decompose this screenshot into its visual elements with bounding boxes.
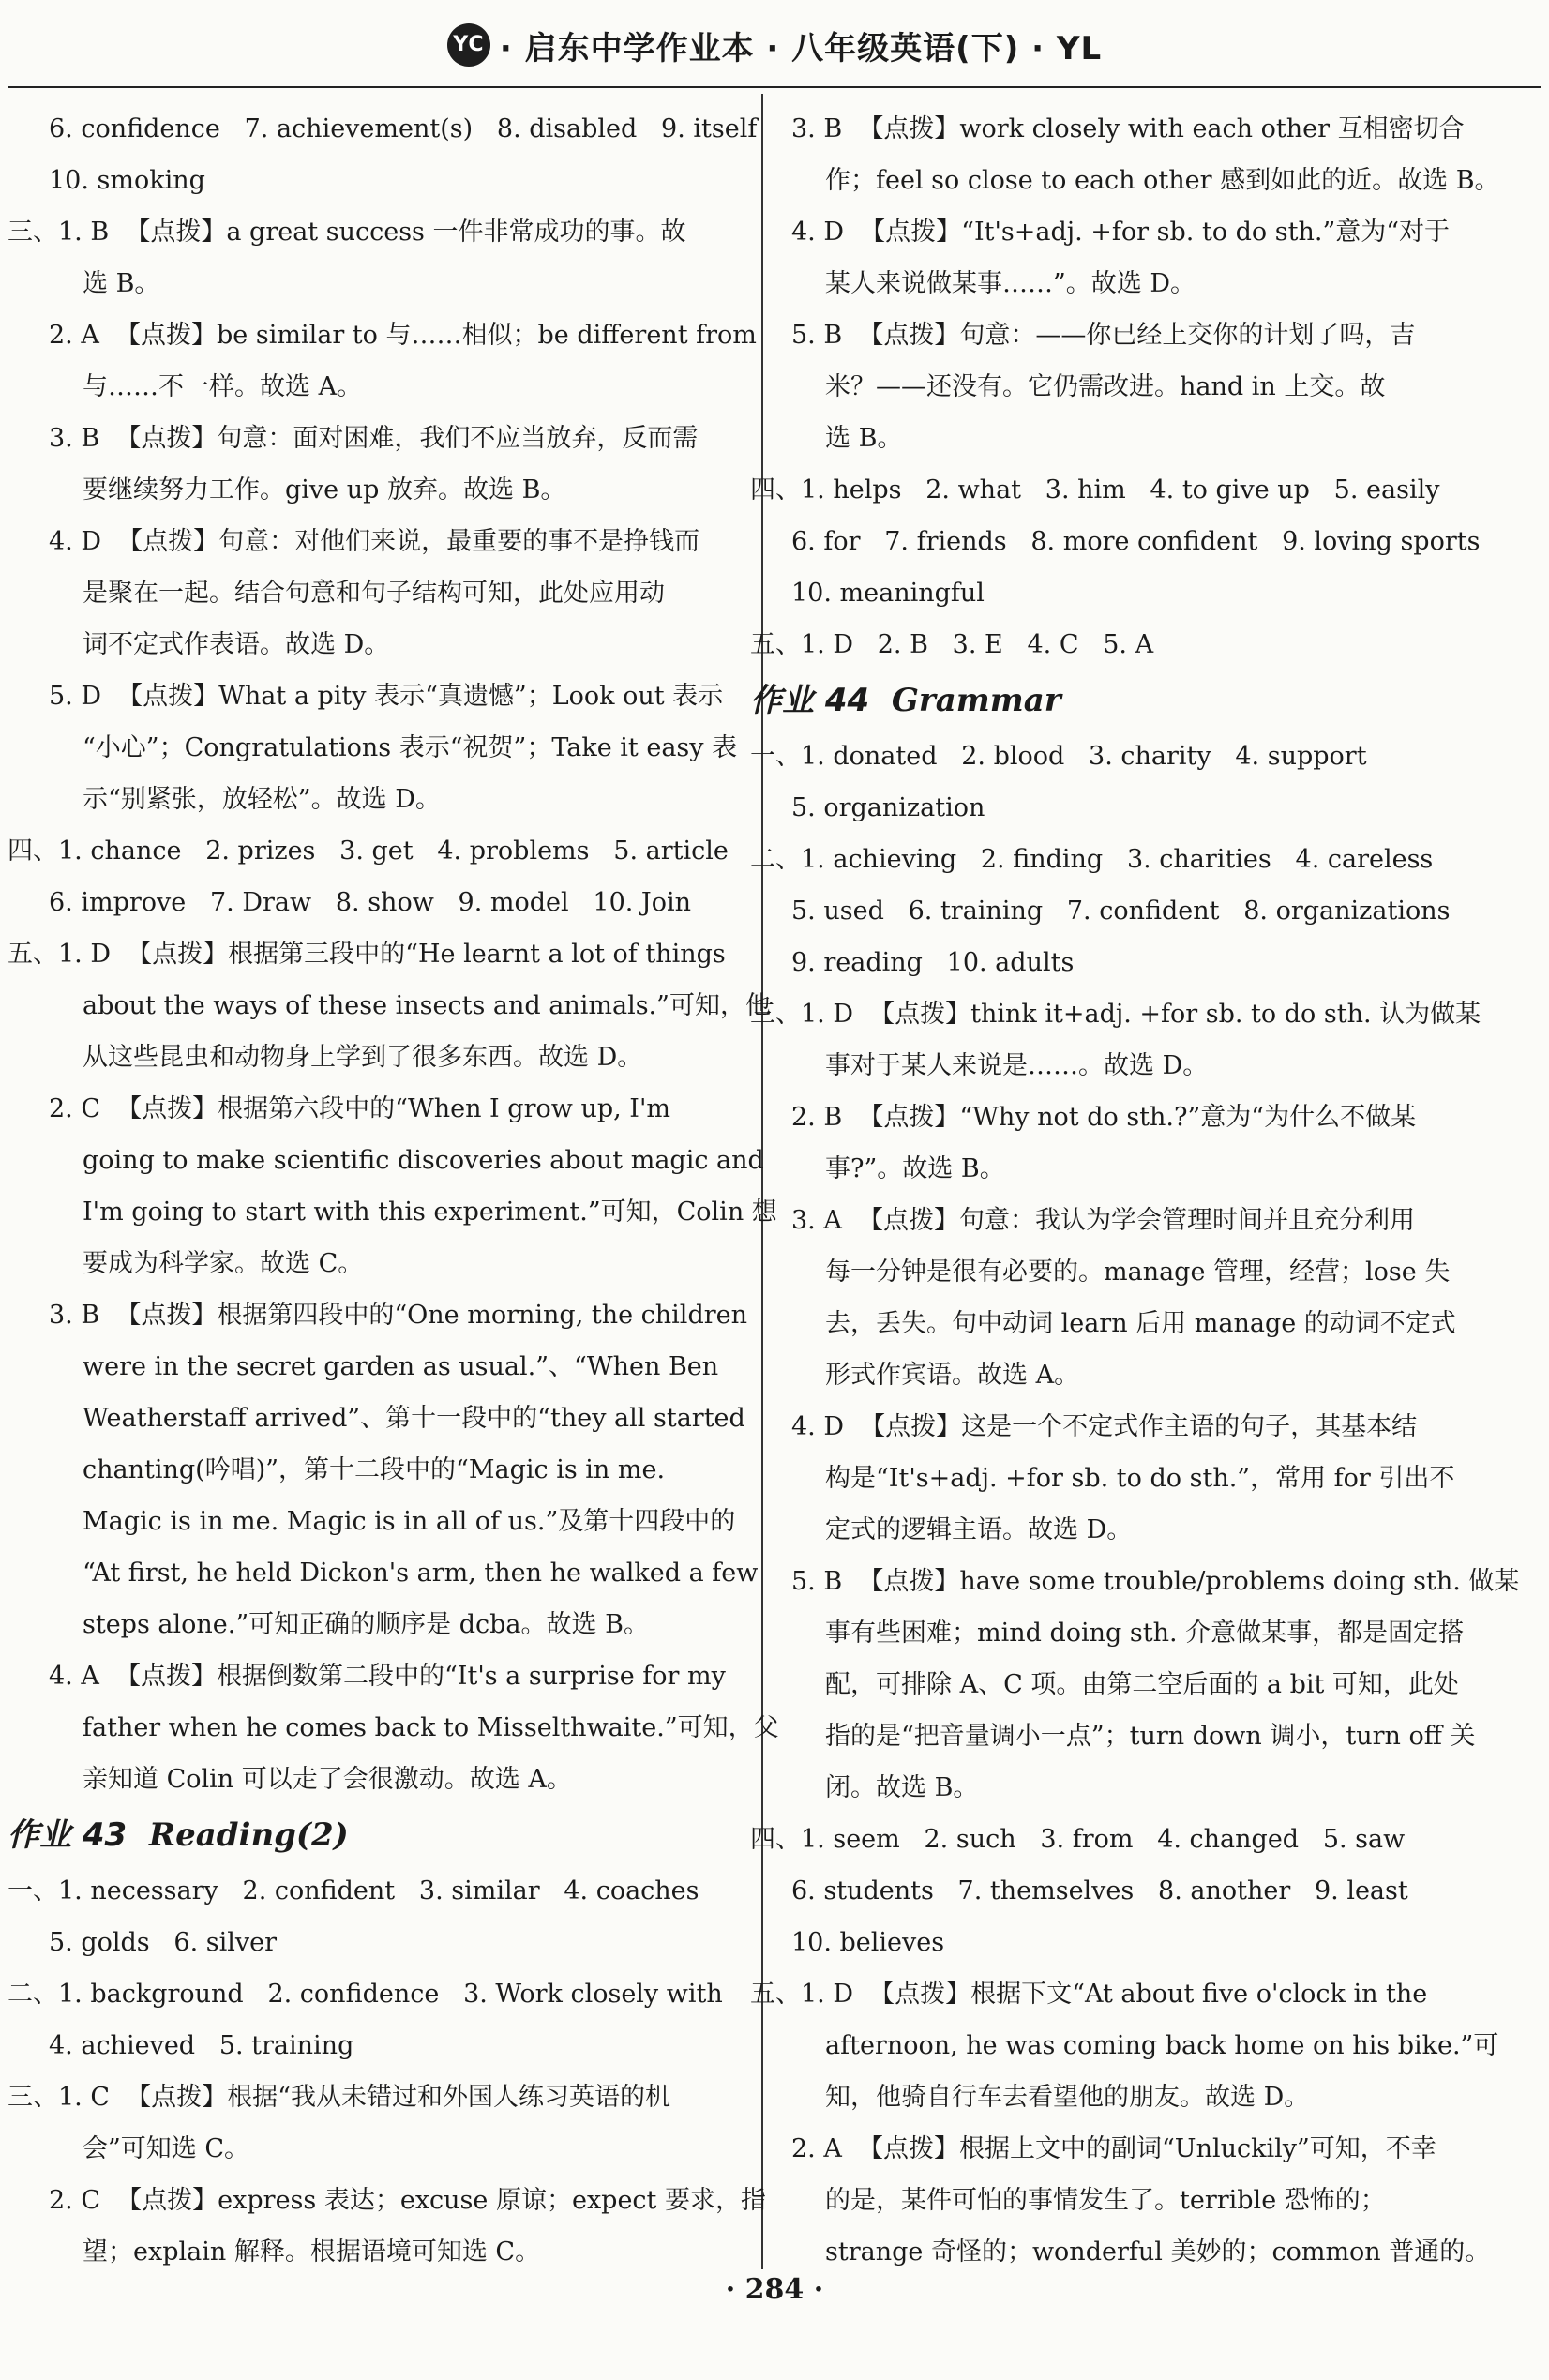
- answer-line: 示“别紧张，放轻松”。故选 D。: [83, 785, 441, 814]
- answer-line: were in the secret garden as usual.”、“When Ben: [83, 1352, 719, 1381]
- answer-line: 五、1. D 2. B 3. E 4. C 5. A: [750, 630, 1154, 659]
- right-column: [750, 103, 1520, 2278]
- answer-line: 四、1. helps 2. what 3. him 4. to give up 5. easily: [750, 475, 1440, 505]
- section-label: 作业 43: [8, 1816, 128, 1854]
- answer-line: 米？——还没有。它仍需改进。hand in 上交。故: [825, 372, 1386, 401]
- answer-line: 配，可排除 A、C 项。由第二空后面的 a bit 可知，此处: [825, 1670, 1459, 1699]
- answer-line: 4. achieved 5. training: [49, 2031, 354, 2060]
- header-divider: [8, 86, 1541, 88]
- section-label: 作业 44: [750, 682, 870, 719]
- answer-line: 选 B。: [83, 269, 160, 298]
- answer-line: 事对于某人来说是……。故选 D。: [825, 1051, 1209, 1080]
- answer-line: Weatherstaff arrived”、第十一段中的“they all started: [83, 1404, 745, 1433]
- section-title: [8, 1805, 701, 1865]
- page-number: · 284 ·: [725, 2273, 824, 2306]
- answer-line: 6. improve 7. Draw 8. show 9. model 10. Join: [49, 888, 692, 917]
- answer-line: I'm going to start with this experiment.”可知，Colin 想: [83, 1198, 777, 1227]
- answer-line: 知，他骑自行车去看望他的朋友。故选 D。: [825, 2083, 1310, 2112]
- answer-line: 四、1. seem 2. such 3. from 4. changed 5. saw: [750, 1825, 1406, 1854]
- answer-line: 10. believes: [791, 1928, 945, 1957]
- answer-line: 指的是“把音量调小一点”；turn down 调小，turn off 关: [825, 1722, 1476, 1751]
- answer-line: 事?”。故选 B。: [825, 1154, 1005, 1183]
- answer-line: 会”可知选 C。: [83, 2134, 250, 2163]
- answer-line: 词不定式作表语。故选 D。: [83, 630, 390, 659]
- answer-line: 5. B 【点拨】have some trouble/problems doing sth. 做某: [791, 1567, 1520, 1596]
- section-title: [750, 670, 1444, 731]
- answer-line: 五、1. D 【点拨】根据下文“At about five o'clock in the: [750, 1980, 1428, 2009]
- answer-line: 10. meaningful: [791, 579, 985, 608]
- answer-line: 3. A 【点拨】句意：我认为学会管理时间并且充分利用: [791, 1206, 1416, 1235]
- answer-line: 的是，某件可怕的事情发生了。terrible 恐怖的；: [825, 2186, 1386, 2215]
- answer-line: 亲知道 Colin 可以走了会很激动。故选 A。: [83, 1765, 572, 1794]
- answer-line: Magic is in me. Magic is in all of us.”及第十四段中的: [83, 1507, 736, 1536]
- answer-line: 三、1. D 【点拨】think it+adj. +for sb. to do sth. 认为做某: [750, 1000, 1481, 1029]
- answer-line: 作；feel so close to each other 感到如此的近。故选 B。: [825, 166, 1500, 195]
- answer-line: 2. A 【点拨】be similar to 与……相似；be different from: [49, 321, 757, 350]
- answer-line: 形式作宾语。故选 A。: [825, 1361, 1080, 1390]
- left-column: [8, 103, 779, 2278]
- answer-line: 2. B 【点拨】“Why not do sth.?”意为“为什么不做某: [791, 1103, 1417, 1132]
- answer-line: 一、1. donated 2. blood 3. charity 4. support: [750, 742, 1367, 771]
- answer-line: 5. D 【点拨】What a pity 表示“真遗憾”；Look out 表示: [49, 682, 724, 711]
- answer-line: 望；explain 解释。根据语境可知选 C。: [83, 2237, 541, 2267]
- answer-line: 3. B 【点拨】work closely with each other 互相密切合: [791, 114, 1465, 143]
- answer-line: 一、1. necessary 2. confident 3. similar 4. coaches: [8, 1876, 699, 1906]
- answer-line: 6. confidence 7. achievement(s) 8. disabled 9. itself: [49, 114, 758, 143]
- answer-line: 构是“It's+adj. +for sb. to do sth.”，常用 for 引出不: [825, 1464, 1455, 1493]
- answer-line: about the ways of these insects and animals.”可知，他: [83, 991, 771, 1020]
- answer-line: 选 B。: [825, 424, 903, 453]
- answer-line: 要继续努力工作。give up 放弃。故选 B。: [83, 475, 566, 505]
- answer-line: chanting(吟唱)”，第十二段中的“Magic is in me.: [83, 1455, 666, 1484]
- answer-line: 10. smoking: [49, 166, 205, 195]
- answer-line: 闭。故选 B。: [825, 1773, 979, 1802]
- answer-line: 5. B 【点拨】句意：——你已经上交你的计划了吗，吉: [791, 321, 1416, 350]
- answer-line: 2. C 【点拨】根据第六段中的“When I grow up, I'm: [49, 1094, 670, 1123]
- answer-line: 定式的逻辑主语。故选 D。: [825, 1515, 1133, 1544]
- answer-line: 去，丢失。句中动词 learn 后用 manage 的动词不定式: [825, 1309, 1456, 1338]
- answer-line: 3. B 【点拨】根据第四段中的“One morning, the children: [49, 1301, 748, 1330]
- answer-line: 9. reading 10. adults: [791, 948, 1075, 977]
- answer-line: father when he comes back to Misselthwaite.”可知，父: [83, 1713, 779, 1742]
- answer-line: 5. golds 6. silver: [49, 1928, 278, 1957]
- answer-line: 与……不一样。故选 A。: [83, 372, 363, 401]
- answer-line: “At first, he held Dickon's arm, then he walked a few: [83, 1559, 759, 1588]
- answer-line: 4. D 【点拨】句意：对他们来说，最重要的事不是挣钱而: [49, 527, 700, 556]
- answer-line: 5. used 6. training 7. confident 8. organizations: [791, 896, 1451, 926]
- header-title: · 启东中学作业本 · 八年级英语(下) · YL: [499, 29, 1103, 68]
- page-header: [0, 0, 1549, 90]
- answer-line: 5. organization: [791, 793, 985, 822]
- section-name: Reading(2): [127, 1816, 349, 1854]
- answer-line: 从这些昆虫和动物身上学到了很多东西。故选 D。: [83, 1043, 643, 1072]
- answer-line: steps alone.”可知正确的顺序是 dcba。故选 B。: [83, 1610, 649, 1639]
- answer-line: 6. students 7. themselves 8. another 9. least: [791, 1876, 1408, 1906]
- answer-line: 3. B 【点拨】句意：面对困难，我们不应当放弃，反而需: [49, 424, 699, 453]
- answer-line: “小心”；Congratulations 表示“祝贺”；Take it easy 表: [83, 733, 738, 762]
- section-name: Grammar: [869, 682, 1061, 719]
- publisher-logo: YC: [447, 23, 490, 67]
- answer-line: 6. for 7. friends 8. more confident 9. loving sports: [791, 527, 1481, 556]
- answer-line: 某人来说做某事……”。故选 D。: [825, 269, 1196, 298]
- answer-line: 4. D 【点拨】这是一个不定式作主语的句子，其基本结: [791, 1412, 1418, 1441]
- answer-line: 事有些困难；mind doing sth. 介意做某事，都是固定搭: [825, 1619, 1465, 1648]
- answer-line: 五、1. D 【点拨】根据第三段中的“He learnt a lot of things: [8, 940, 726, 969]
- answer-line: 是聚在一起。结合句意和句子结构可知，此处应用动: [83, 579, 665, 608]
- answer-line: 二、1. background 2. confidence 3. Work closely with: [8, 1980, 723, 2009]
- answer-line: going to make scientific discoveries about magic and: [83, 1146, 764, 1175]
- answer-line: 要成为科学家。故选 C。: [83, 1249, 364, 1278]
- answer-line: 三、1. C 【点拨】根据“我从未错过和外国人练习英语的机: [8, 2083, 670, 2112]
- answer-line: 2. C 【点拨】express 表达；excuse 原谅；expect 要求，指: [49, 2186, 766, 2215]
- answer-line: 4. A 【点拨】根据倒数第二段中的“It's a surprise for my: [49, 1662, 726, 1691]
- answer-line: 三、1. B 【点拨】a great success 一件非常成功的事。故: [8, 218, 686, 247]
- answer-line: afternoon, he was coming back home on his bike.”可: [825, 2031, 1499, 2060]
- answer-line: 二、1. achieving 2. finding 3. charities 4. careless: [750, 845, 1434, 874]
- answer-line: 四、1. chance 2. prizes 3. get 4. problems 5. article: [8, 836, 729, 866]
- answer-line: 每一分钟是很有必要的。manage 管理，经营；lose 失: [825, 1258, 1451, 1287]
- answer-line: 2. A 【点拨】根据上文中的副词“Unluckily”可知，不幸: [791, 2134, 1436, 2163]
- answer-line: strange 奇怪的；wonderful 美妙的；common 普通的。: [825, 2237, 1491, 2267]
- answer-line: 4. D 【点拨】“It's+adj. +for sb. to do sth.”意为“对于: [791, 218, 1451, 247]
